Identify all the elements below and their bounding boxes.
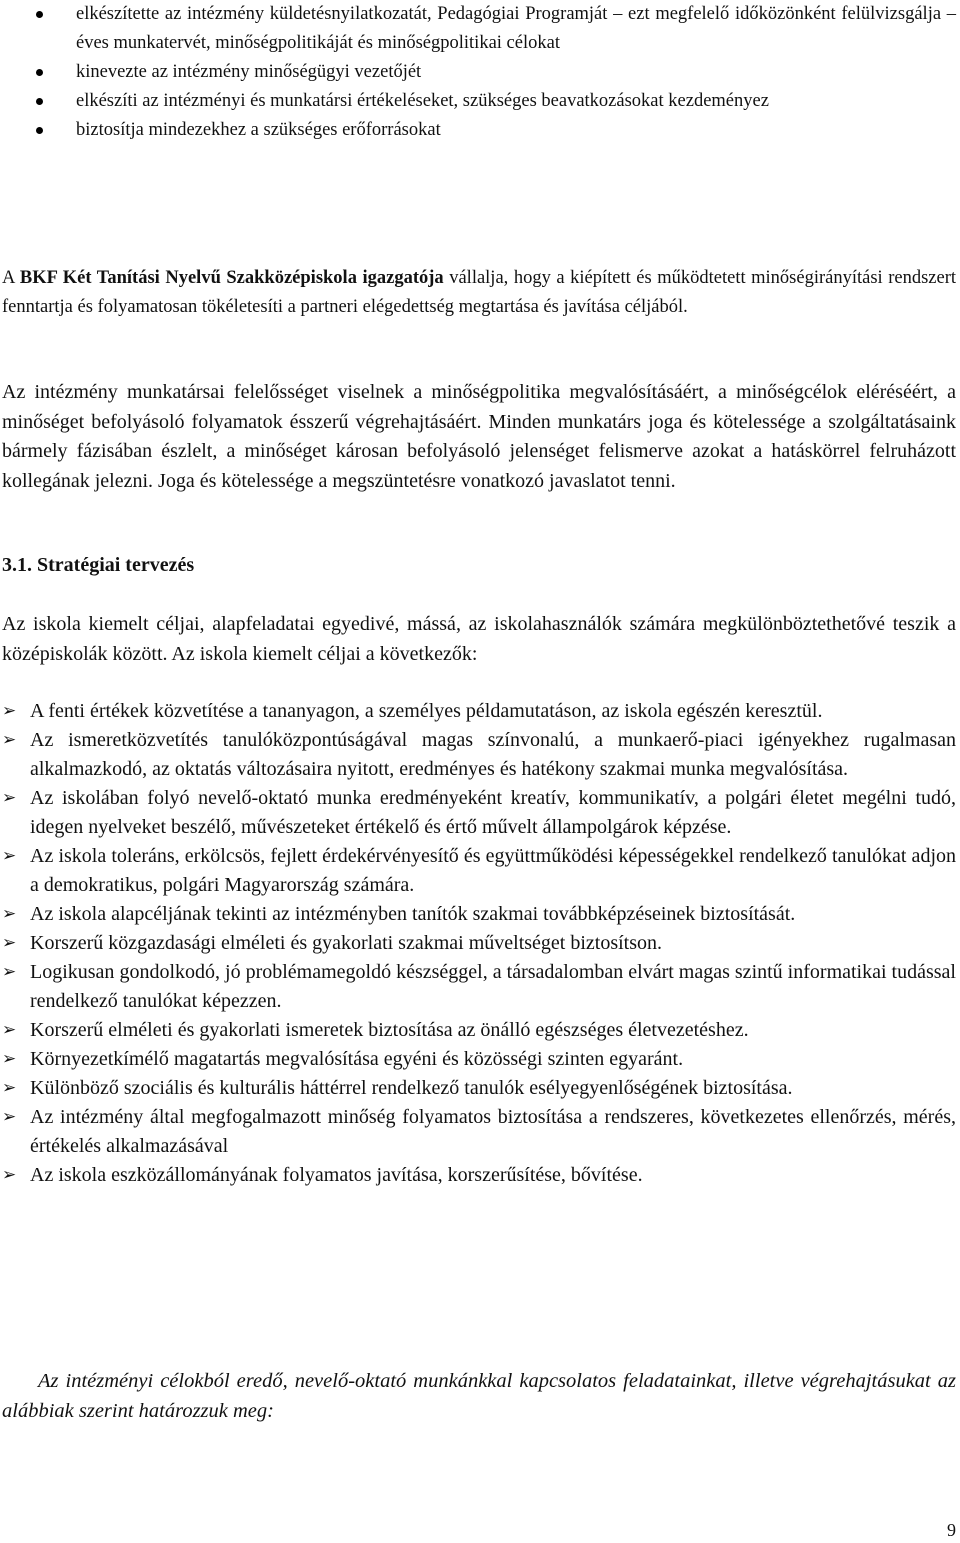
list-item-text: Logikusan gondolkodó, jó problémamegoldó készséggel, a társadalomban elvárt magas szintű informatikai tudással rendelkező tanulókat képezzen. <box>30 961 956 1012</box>
list-item <box>0 0 956 58</box>
paragraph-bold-title: BKF Két Tanítási Nyelvű Szakközépiskola igazgatója <box>19 268 444 288</box>
list-item <box>0 87 956 116</box>
arrow-right-icon: ➢ <box>2 933 17 953</box>
arrow-right-icon: ➢ <box>2 1107 17 1127</box>
arrow-right-icon: ➢ <box>2 1049 17 1069</box>
list-item <box>2 1016 956 1045</box>
arrow-right-icon: ➢ <box>2 788 17 808</box>
list-item-text: elkészíti az intézményi és munkatársi értékeléseket, szükséges beavatkozásokat kezdeményez <box>76 91 769 111</box>
list-item-text: Az iskola toleráns, erkölcsös, fejlett érdekérvényesítő és együttműködési képességekkel rendelkező tanulókat adjon a demokratikus, polgári Magyarország számára. <box>30 845 956 896</box>
list-item <box>2 958 956 1016</box>
arrow-right-icon: ➢ <box>2 1165 17 1185</box>
arrow-right-icon: ➢ <box>2 1020 17 1040</box>
list-item-text: Korszerű elméleti és gyakorlati ismeretek biztosítása az önálló egészséges életvezetéshez. <box>30 1019 749 1041</box>
closing-statement: Az intézményi célokból eredő, nevelő-oktató munkánkkal kapcsolatos feladatainkat, illetve végrehajtásukat az alábbiak szerint határozzuk meg: <box>2 1370 956 1422</box>
list-item <box>2 1045 956 1074</box>
list-item-text: Környezetkímélő magatartás megvalósítása egyéni és közösségi szinten egyaránt. <box>30 1048 684 1070</box>
list-item-text: Korszerű közgazdasági elméleti és gyakorlati szakmai műveltséget biztosítson. <box>30 932 663 954</box>
page-number: 9 <box>947 1520 956 1540</box>
list-item <box>2 1074 956 1103</box>
paragraph-goals-intro: Az iskola kiemelt céljai, alapfeladatai egyedivé, mássá, az iskolahasználók számára megkülönböztethetővé teszik a középiskolák között. Az iskola kiemelt céljai a következők: <box>2 613 956 665</box>
list-item-text: elkészítette az intézmény küldetésnyilatkozatát, Pedagógiai Programját – ezt megfelelő időközönként felülvizsgálja – éves munkatervét, minőségpolitikáját és minőségpolitikai célokat <box>76 4 956 53</box>
paragraph-prefix: A <box>2 268 20 288</box>
list-item <box>2 842 956 900</box>
list-item-text: Az iskola alapcéljának tekinti az intézményben tanítók szakmai továbbképzéseinek biztosítását. <box>30 903 796 925</box>
list-item <box>0 116 956 145</box>
bullet-dot-icon <box>36 11 43 18</box>
list-item <box>2 726 956 784</box>
list-item <box>0 58 956 87</box>
arrow-right-icon: ➢ <box>2 701 17 721</box>
list-item-text: Az iskolában folyó nevelő-oktató munka eredményeként kreatív, kommunikatív, a polgári életet megélni tudó, idegen nyelveket beszélő, művészeteket értékelő és értő művelt állampolgárok képzése. <box>30 787 956 838</box>
paragraph-rest: vállalja, hogy a kiépített és működtetett minőségirányítási rendszert fenntartja és folyamatosan tökéletesíti a partneri elégedettség megtartása és javítása céljából. <box>2 268 957 317</box>
list-item <box>2 697 956 726</box>
section-heading: 3.1. Stratégiai tervezés <box>2 554 195 576</box>
arrow-right-icon: ➢ <box>2 904 17 924</box>
bullet-dot-icon <box>36 69 43 76</box>
list-item-text: Különböző szociális és kulturális háttérrel rendelkező tanulók esélyegyenlőségének biztosítása. <box>30 1077 793 1099</box>
paragraph-director <box>2 264 956 322</box>
list-item <box>2 1161 956 1190</box>
arrow-right-icon: ➢ <box>2 962 17 982</box>
list-item <box>2 900 956 929</box>
list-item-text: Az ismeretközvetítés tanulóközpontúságával magas színvonalú, a munkaerő-piaci igényekhez rugalmasan alkalmazkodó, az oktatás változásaira nyitott, eredményes és hatékony szakmai munka megvalósítása. <box>30 729 956 780</box>
arrow-right-icon: ➢ <box>2 1078 17 1098</box>
list-item-text: Az iskola eszközállományának folyamatos javítása, korszerűsítése, bővítése. <box>30 1164 643 1186</box>
arrow-right-icon: ➢ <box>2 730 17 750</box>
list-item <box>2 929 956 958</box>
top-bullet-list <box>0 0 956 145</box>
goals-list <box>2 697 956 1190</box>
list-item-text: kinevezte az intézmény minőségügyi vezetőjét <box>76 62 422 82</box>
list-item-text: Az intézmény által megfogalmazott minőség folyamatos biztosítása a rendszeres, következetes ellenőrzés, mérés, értékelés alkalmazásával <box>30 1106 956 1157</box>
list-item-text: A fenti értékek közvetítése a tananyagon, a személyes példamutatáson, az iskola egészén keresztül. <box>30 700 823 722</box>
bullet-dot-icon <box>36 127 43 134</box>
paragraph-staff: Az intézmény munkatársai felelősséget viselnek a minőségpolitika megvalósításáért, a minőségcélok eléréséért, a minőséget befolyásoló folyamatok ésszerű végrehajtásáért. Minden munkatárs joga és kötelessége a szolgáltatásaink bármely fázisában észlelt, a minőséget károsan befolyásoló jelenséget felismerve azokat a hatáskörrel felruházott kollegának jelezni. Joga és kötelessége a megszüntetésre vonatkozó javaslatot tenni. <box>2 381 956 492</box>
list-item-text: biztosítja mindezekhez a szükséges erőforrásokat <box>76 120 441 140</box>
arrow-right-icon: ➢ <box>2 846 17 866</box>
list-item <box>2 784 956 842</box>
bullet-dot-icon <box>36 98 43 105</box>
list-item <box>2 1103 956 1161</box>
